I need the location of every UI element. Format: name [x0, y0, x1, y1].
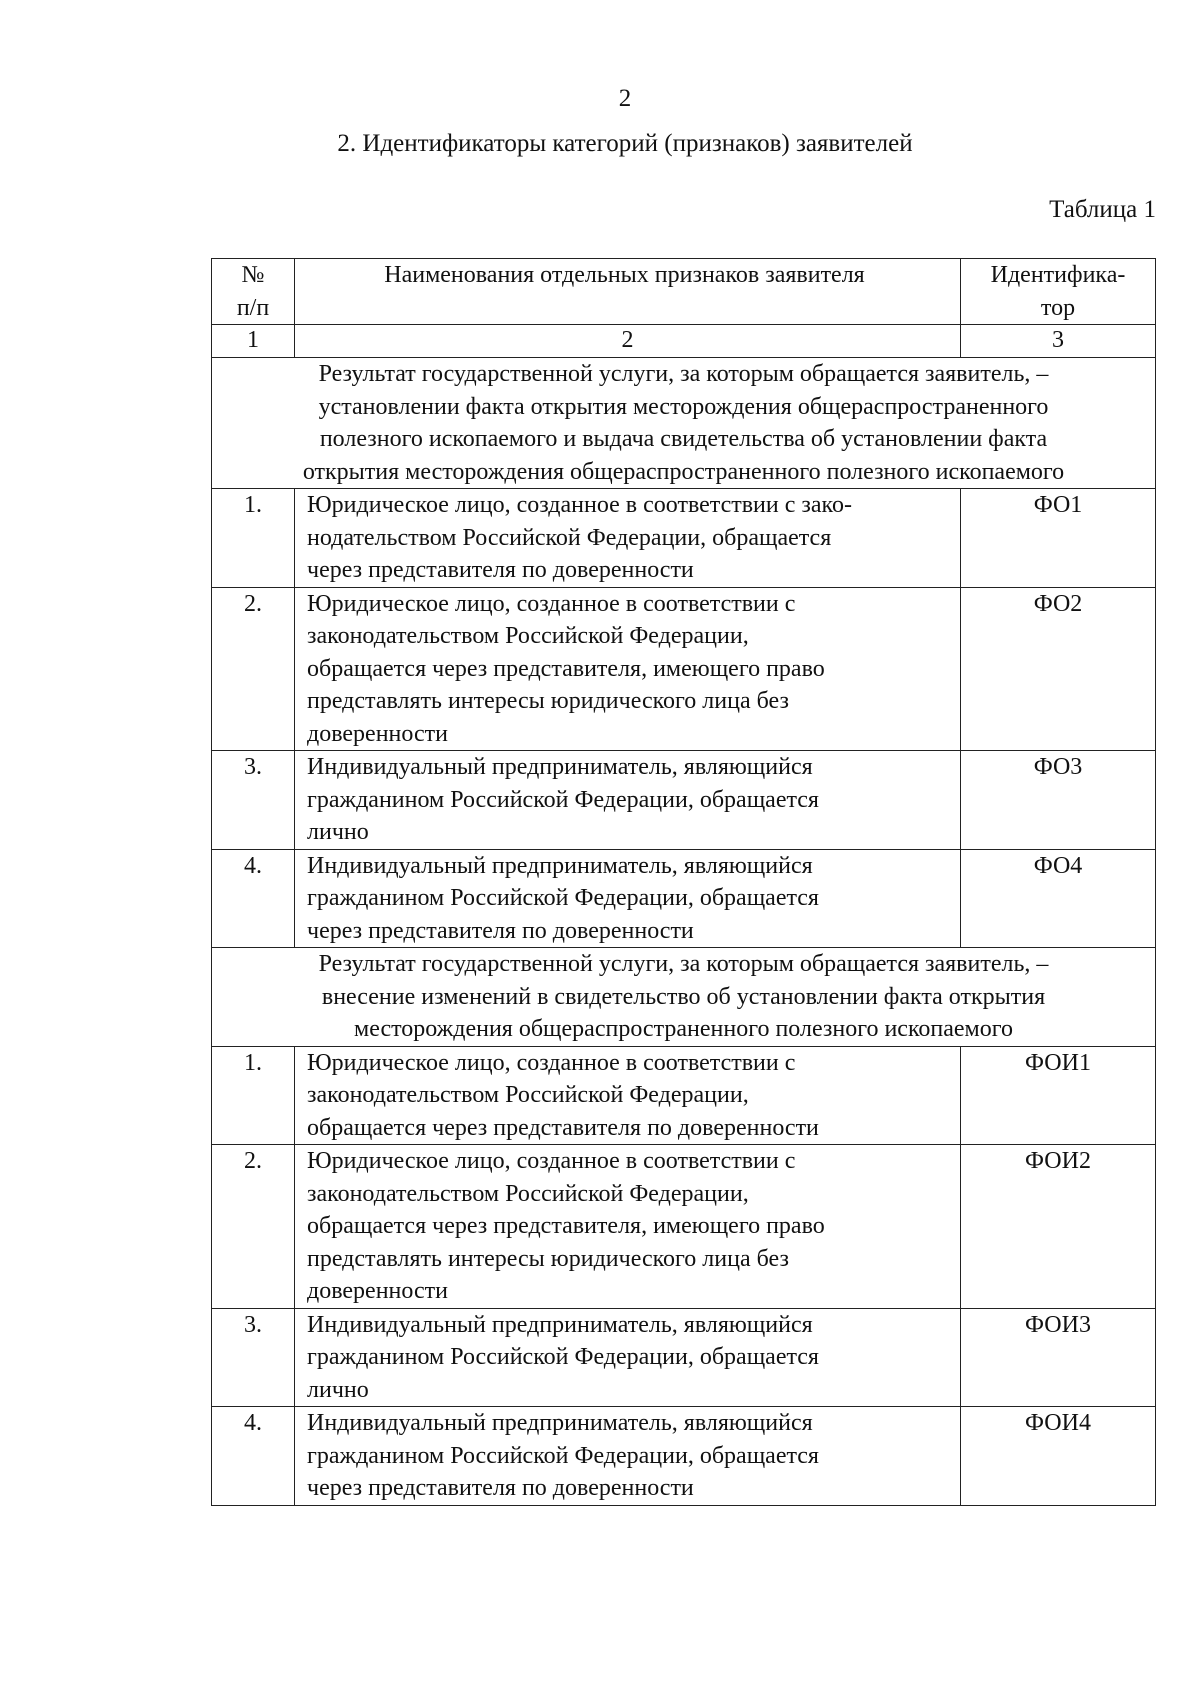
group-title-line: внесение изменений в свидетельство об установлении факта открытия: [321, 983, 1046, 1010]
row-name-line: через представителя по доверенности: [307, 557, 694, 583]
row-name-line: представлять интересы юридического лица без: [307, 1245, 789, 1272]
table-body: [212, 259, 1156, 1506]
header-num-line2: п/п: [236, 294, 270, 321]
header-id-line2: тор: [1040, 294, 1076, 321]
row-name-line: Индивидуальный предприниматель, являющийся: [307, 852, 813, 879]
group-title-line: открытия месторождения общераспространенного полезного ископаемого: [302, 458, 1065, 485]
row-name-line: Юридическое лицо, созданное в соответствии с: [307, 590, 796, 617]
row-name-line: доверенности: [307, 720, 448, 747]
row-name-line: лично: [307, 819, 369, 845]
row-name-line: Юридическое лицо, созданное в соответствии с зако-: [307, 492, 852, 518]
row-identifier-cell: ФОИ3: [961, 1308, 1156, 1407]
row-name-line: законодательством Российской Федерации,: [307, 623, 749, 649]
row-name-line: Юридическое лицо, созданное в соответствии с: [307, 1148, 796, 1174]
row-name-line: нодательством Российской Федерации, обращается: [307, 524, 832, 551]
header-id-cell: [961, 259, 1156, 325]
row-name-cell: [295, 1145, 961, 1309]
row-number-cell: 1.: [212, 1046, 295, 1145]
table-row: [212, 849, 1156, 948]
group-title-cell: [212, 358, 1156, 489]
table-caption: Таблица 1: [1049, 196, 1156, 223]
row-name-line: законодательством Российской Федерации,: [307, 1082, 749, 1108]
group-header-row: [212, 358, 1156, 489]
group-title-line: установлении факта открытия месторождения общераспространенного: [318, 393, 1049, 420]
group-title-line: полезного ископаемого и выдача свидетельства об установлении факта: [319, 426, 1048, 452]
group-title-line: Результат государственной услуги, за которым обращается заявитель, –: [318, 361, 1049, 387]
row-identifier-cell: ФО3: [961, 751, 1156, 850]
section-heading: 2. Идентификаторы категорий (признаков) заявителей: [337, 130, 913, 157]
row-number-cell: 4.: [212, 849, 295, 948]
column-index-3: 3: [961, 325, 1156, 358]
table-row: [212, 1407, 1156, 1506]
row-name-line: гражданином Российской Федерации, обращается: [307, 1442, 819, 1469]
table-row: [212, 751, 1156, 850]
row-name-line: обращается через представителя по доверенности: [307, 1114, 819, 1141]
header-row: [212, 259, 1156, 325]
table-row: [212, 489, 1156, 588]
header-id-line1: Идентифика-: [990, 262, 1126, 288]
table-row: [212, 1145, 1156, 1309]
row-name-cell: [295, 1407, 961, 1506]
table-row: [212, 1046, 1156, 1145]
row-identifier-cell: ФОИ1: [961, 1046, 1156, 1145]
header-num-line1: №: [241, 262, 265, 288]
row-number-cell: 3.: [212, 1308, 295, 1407]
header-name: Наименования отдельных признаков заявителя: [384, 262, 865, 288]
row-name-line: гражданином Российской Федерации, обращается: [307, 786, 819, 813]
row-name-cell: [295, 1046, 961, 1145]
table-row: [212, 1308, 1156, 1407]
row-name-line: лично: [307, 1376, 369, 1403]
column-index-2: 2: [295, 325, 961, 358]
row-name-cell: [295, 1308, 961, 1407]
row-name-line: обращается через представителя, имеющего право: [307, 655, 825, 682]
row-name-line: Юридическое лицо, созданное в соответствии с: [307, 1049, 796, 1076]
row-name-line: через представителя по доверенности: [307, 917, 694, 944]
row-identifier-cell: ФО4: [961, 849, 1156, 948]
header-num-cell: [212, 259, 295, 325]
row-number-cell: 1.: [212, 489, 295, 588]
column-index-row: [212, 325, 1156, 358]
table-row: [212, 587, 1156, 751]
row-identifier-cell: ФОИ4: [961, 1407, 1156, 1506]
row-name-cell: [295, 489, 961, 588]
row-name-line: Индивидуальный предприниматель, являющийся: [307, 1311, 813, 1338]
group-title-cell: [212, 948, 1156, 1047]
row-name-line: Индивидуальный предприниматель, являющийся: [307, 1410, 813, 1436]
column-index-1: 1: [212, 325, 295, 358]
row-name-cell: [295, 849, 961, 948]
row-name-line: через представителя по доверенности: [307, 1475, 694, 1501]
row-number-cell: 4.: [212, 1407, 295, 1506]
group-header-row: [212, 948, 1156, 1047]
row-number-cell: 2.: [212, 1145, 295, 1309]
row-name-line: гражданином Российской Федерации, обращается: [307, 885, 819, 911]
row-identifier-cell: ФОИ2: [961, 1145, 1156, 1309]
row-name-cell: [295, 587, 961, 751]
row-identifier-cell: ФО1: [961, 489, 1156, 588]
row-name-line: гражданином Российской Федерации, обращается: [307, 1344, 819, 1370]
row-number-cell: 3.: [212, 751, 295, 850]
page-number: 2: [618, 85, 632, 112]
row-number-cell: 2.: [212, 587, 295, 751]
row-name-line: доверенности: [307, 1278, 448, 1304]
applicant-categories-table: [211, 258, 1156, 1506]
row-name-line: представлять интересы юридического лица без: [307, 688, 789, 714]
row-name-line: обращается через представителя, имеющего право: [307, 1213, 825, 1239]
row-name-line: законодательством Российской Федерации,: [307, 1180, 749, 1207]
header-name-cell: [295, 259, 961, 325]
group-title-line: месторождения общераспространенного полезного ископаемого: [354, 1016, 1013, 1042]
row-name-line: Индивидуальный предприниматель, являющийся: [307, 754, 813, 780]
row-identifier-cell: ФО2: [961, 587, 1156, 751]
row-name-cell: [295, 751, 961, 850]
group-title-line: Результат государственной услуги, за которым обращается заявитель, –: [318, 951, 1049, 977]
